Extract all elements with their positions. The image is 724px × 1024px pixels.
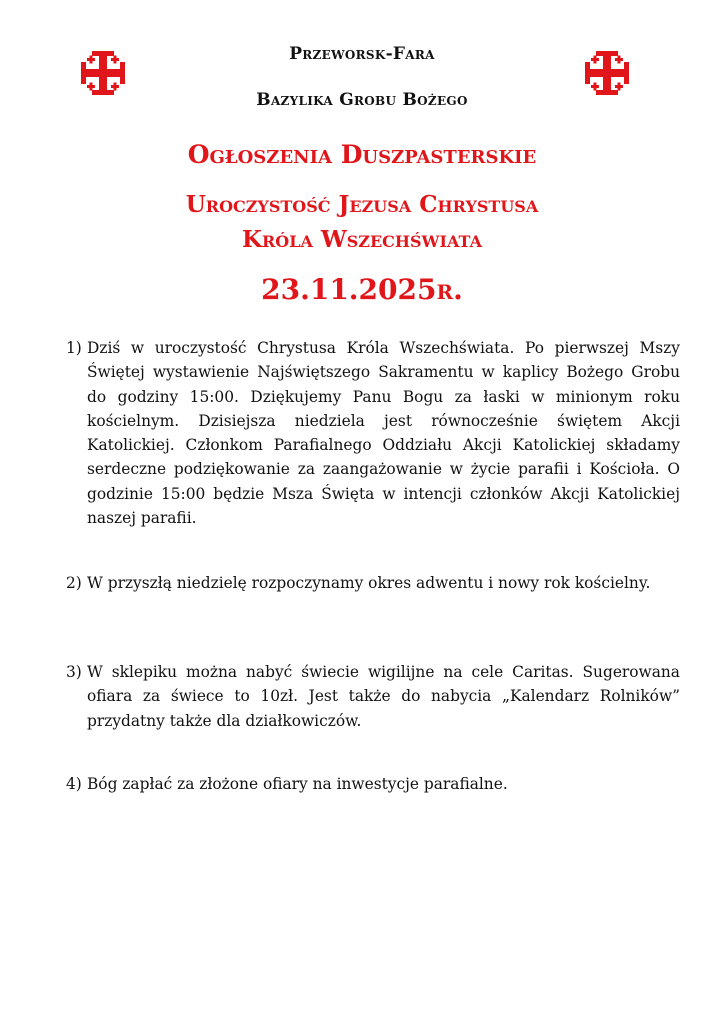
item-text: W sklepiku można nabyć świecie wigilijne na cele Caritas. Sugerowana ofiara za świece to 10zł. Jest także do nabycia „Kalendarz Rolników” przydatny także dla działkowiczów. bbox=[87, 663, 680, 730]
list-item bbox=[66, 660, 680, 733]
basilica-name: Bazylika Grobu Bożego bbox=[256, 90, 468, 110]
page-title: Ogłoszenia Duszpasterskie bbox=[187, 140, 537, 169]
list-item bbox=[66, 336, 680, 530]
item-text: Dziś w uroczystość Chrystusa Króla Wszechświata. Po pierwszej Mszy Świętej wystawienie Najświętszego Sakramentu w kaplicy Bożego Grobu do godziny 15:00. Dziękujemy Panu Bogu za łaski w minionym roku kościelnym. Dzisiejsza niedziela jest równocześnie świętem Akcji Katolickiej. Członkom Parafialnego Oddziału Akcji Katolickiej składamy serdeczne podziękowanie za zaangażowanie w życie parafii i Kościoła. O godzinie 15:00 będzie Msza Święta w intencji członków Akcji Katolickiej naszej parafii. bbox=[87, 339, 680, 528]
item-number: 4) bbox=[66, 775, 82, 793]
item-text: W przyszłą niedzielę rozpoczynamy okres adwentu i nowy rok kościelny. bbox=[87, 574, 651, 592]
list-item bbox=[66, 772, 680, 796]
item-text: Bóg zapłać za złożone ofiary na inwestycje parafialne. bbox=[87, 775, 508, 793]
feast-title-line1: Uroczystość Jezusa Chrystusa bbox=[185, 191, 539, 218]
item-number: 2) bbox=[66, 574, 82, 592]
item-number: 1) bbox=[66, 339, 82, 357]
list-item bbox=[66, 571, 680, 595]
feast-title-line2: Króla Wszechświata bbox=[242, 226, 482, 253]
announcement-date: 23.11.2025r. bbox=[261, 273, 463, 306]
item-number: 3) bbox=[66, 663, 82, 681]
parish-name: Przeworsk-Fara bbox=[289, 44, 435, 64]
